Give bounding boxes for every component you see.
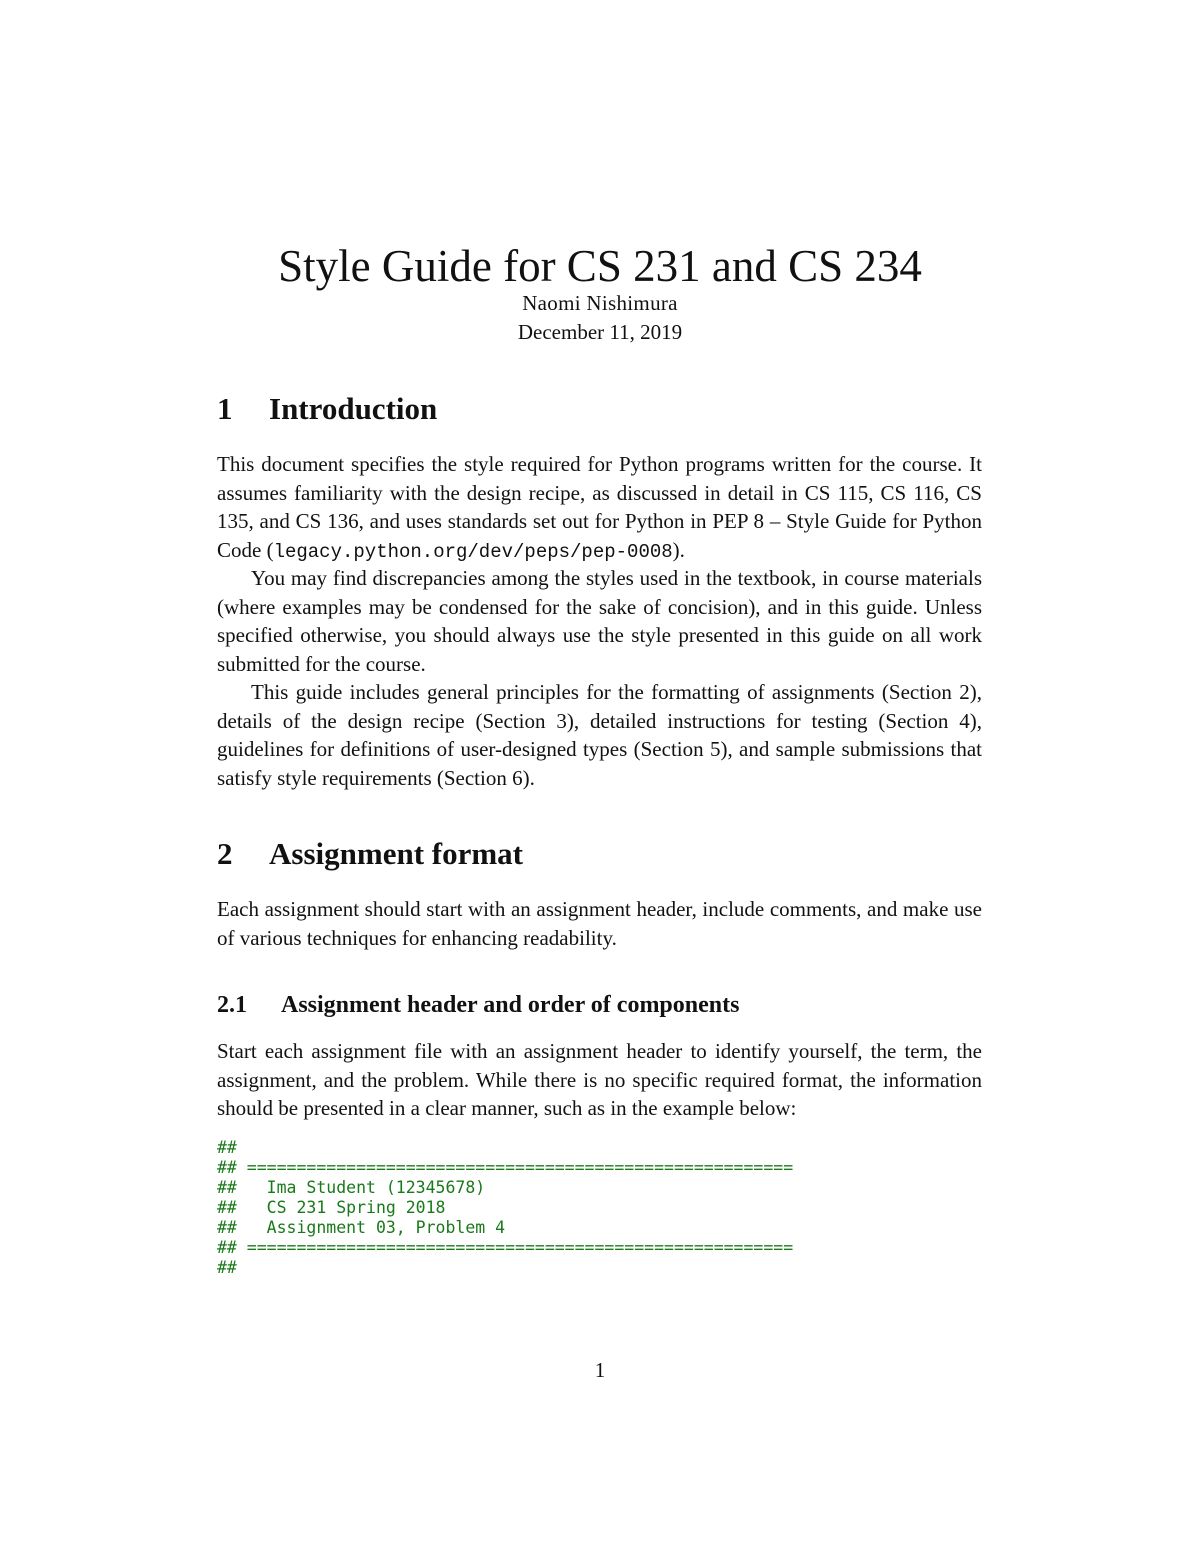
subsection-title: Assignment header and order of components bbox=[281, 992, 740, 1018]
subsection-number: 2.1 bbox=[217, 992, 247, 1018]
code-line: ## bbox=[217, 1138, 237, 1157]
intro-paragraph-1 bbox=[217, 450, 982, 566]
section-title: Introduction bbox=[269, 391, 438, 426]
intro-paragraph-1-text: This document specifies the style required for Python programs written for the course. It assumes familiarity with the design recipe, as discussed in detail in CS 115, CS 116, CS 135, and CS 136, and uses standards set out for Python in PEP 8 – Style Guide for Python Code ( bbox=[217, 452, 982, 562]
assignment-header-paragraph: Start each assignment file with an assignment header to identify yourself, the term, the assignment, and the problem. While there is no specific required format, the information should be presented in a clear manner, such as in the example below: bbox=[217, 1039, 982, 1120]
assignment-header-code-example bbox=[217, 1138, 793, 1278]
intro-paragraph-2: You may find discrepancies among the styles used in the textbook, in course materials (where examples may be condensed for the sake of concision), and in this guide. Unless specified otherwise, you should always use the style presented in this guide on all work submitted for the course. bbox=[217, 566, 982, 676]
intro-paragraph-1-end: ). bbox=[672, 537, 685, 562]
code-line: ## Assignment 03, Problem 4 bbox=[217, 1218, 506, 1237]
document-title: Style Guide for CS 231 and CS 234 bbox=[278, 241, 922, 291]
code-line: ## CS 231 Spring 2018 bbox=[217, 1198, 446, 1217]
code-line: ## ======================================================= bbox=[217, 1158, 794, 1177]
code-line: ## bbox=[217, 1258, 237, 1277]
page-number: 1 bbox=[594, 1358, 606, 1382]
section-number: 1 bbox=[217, 391, 233, 426]
document-author: Naomi Nishimura bbox=[522, 291, 678, 315]
document-date: December 11, 2019 bbox=[517, 320, 683, 344]
section-heading-assignment-format bbox=[217, 835, 523, 873]
assignment-format-paragraph: Each assignment should start with an assignment header, include comments, and make use of various techniques for enhancing readability. bbox=[217, 897, 982, 950]
section-heading-introduction bbox=[217, 390, 437, 428]
code-line: ## Ima Student (12345678) bbox=[217, 1178, 486, 1197]
code-line: ## ======================================================= bbox=[217, 1238, 794, 1257]
section-title: Assignment format bbox=[269, 836, 523, 871]
subsection-heading-assignment-header bbox=[217, 990, 739, 1020]
pep8-url-link[interactable]: legacy.python.org/dev/peps/pep-0008 bbox=[273, 540, 673, 563]
intro-paragraph-3: This guide includes general principles for the formatting of assignments (Section 2), details of the design recipe (Section 3), detailed instructions for testing (Section 4), guidelines for definitions of user-designed types (Section 5), and sample submissions that satisfy style requirements (Section 6). bbox=[217, 680, 982, 790]
section-number: 2 bbox=[217, 836, 233, 871]
